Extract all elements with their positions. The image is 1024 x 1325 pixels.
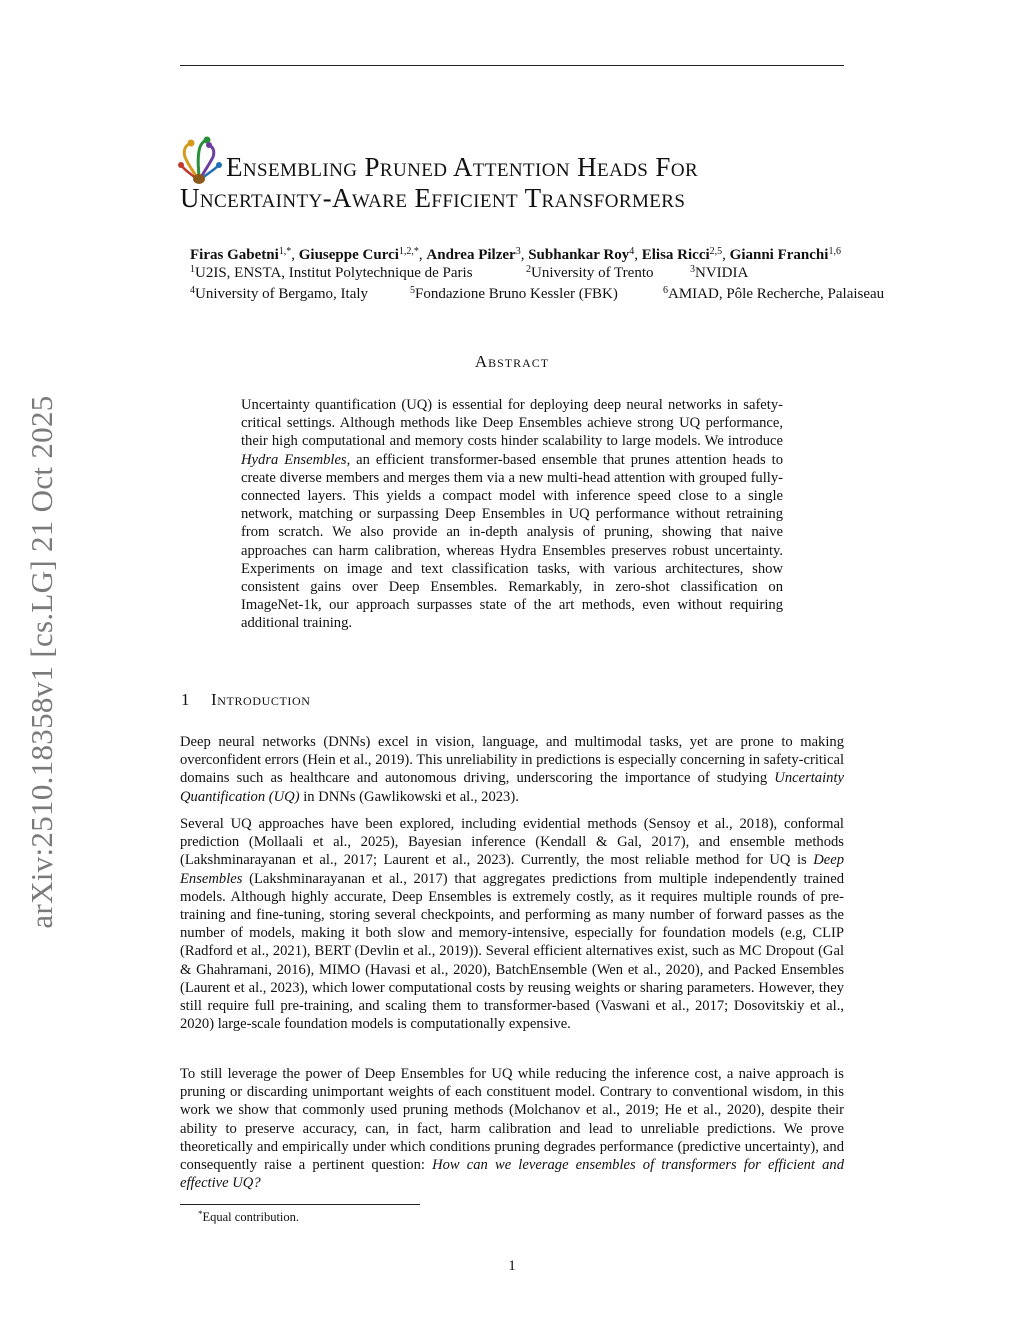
affiliation-4 bbox=[190, 286, 368, 303]
author-sup: 1,6 bbox=[828, 246, 841, 257]
affiliation-name: Fondazione Bruno Kessler (FBK) bbox=[415, 286, 618, 302]
affiliation-sup: 3 bbox=[690, 264, 695, 275]
affiliation-5 bbox=[410, 286, 618, 303]
author-sup: 2,5 bbox=[709, 246, 723, 257]
paragraph-2 bbox=[180, 815, 844, 1033]
paragraph-emphasis: How can we leverage ensembles of transformers for efficient and effective UQ? bbox=[180, 1157, 844, 1192]
abstract-part: , an efficient transformer-based ensemble that prunes attention heads to create diverse members and merges them via a new multi-head attention with grouped fully-connected layers. This yields a compact model with inference speed close to a single network, matching or surpassing Deep Ensembles in UQ performance without retraining from scratch. We also provide an in-depth analysis of pruning, showing that naive approaches can harm calibration, whereas Hydra Ensembles preserves robust uncertainty. Experiments on image and text classification tasks, with various architectures, show consistent gains over Deep Ensembles. Remarkably, in zero-shot classification on ImageNet-1k, our approach surpasses state of the art methods, even without requiring additional training. bbox=[241, 451, 783, 632]
footnote-rule bbox=[180, 1204, 420, 1205]
affiliation-sup: 6 bbox=[663, 285, 668, 296]
paragraph-emphasis: Deep Ensembles bbox=[180, 852, 844, 887]
paragraph-emphasis: Uncertainty Quantification (UQ) bbox=[180, 770, 844, 805]
paper-title bbox=[180, 152, 850, 214]
arxiv-id-text: arXiv:2510.18358v1 [cs.LG] 21 Oct 2025 bbox=[24, 395, 59, 929]
author-name: Subhankar Roy bbox=[528, 247, 630, 263]
author-name: Andrea Pilzer bbox=[426, 247, 516, 263]
section-title: Introduction bbox=[211, 690, 311, 709]
paragraph-part: (Lakshminarayanan et al., 2017) that aggregates predictions from multiple independently trained models. Although highly accurate, Deep Ensembles is extremely costly, as it requires multiple rounds of pre-training and fine-tuning, storing several checkpoints, and performing as many number of forward passes as the number of models, making it both slow and memory-intensive, especially for foundation models (e.g, CLIP (Radford et al., 2021), BERT (Devlin et al., 2019)). Several efficient alternatives exist, such as MC Dropout (Gal & Ghahramani, 2016), MIMO (Havasi et al., 2020), BatchEnsemble (Wen et al., 2020), and Packed Ensembles (Laurent et al., 2023), which lower computational costs by reusing weights or sharing parameters. However, they still require full pre-training, and scaling them to transformer-based (Vaswani et al., 2017; Dosovitskiy et al., 2020) large-scale foundation models is computationally expensive. bbox=[180, 870, 844, 1033]
section-number: 1 bbox=[181, 690, 191, 709]
title-line-2: Uncertainty-Aware Efficient Transformers bbox=[180, 183, 686, 213]
abstract-part: Uncertainty quantification (UQ) is essential for deploying deep neural networks in safety-critical settings. Although methods like Deep Ensembles achieve strong UQ performance, their high computational and memory costs hinder scalability to large models. We introduce bbox=[241, 397, 783, 450]
affiliation-sup: 1 bbox=[190, 264, 195, 275]
header-rule bbox=[180, 65, 844, 66]
affiliation-name: University of Trento bbox=[531, 265, 654, 281]
author-name: Firas Gabetni bbox=[190, 247, 279, 263]
affiliation-sup: 2 bbox=[526, 264, 531, 275]
paragraph-3 bbox=[180, 1065, 844, 1192]
abstract-emphasis: Hydra Ensembles bbox=[241, 451, 347, 468]
affiliation-name: NVIDIA bbox=[695, 265, 749, 281]
paragraph-part: Deep neural networks (DNNs) excel in vision, language, and multimodal tasks, yet are prone to making overconfident errors (Hein et al., 2019). This unreliability in predictions is especially concerning in safety-critical domains such as healthcare and autonomous driving, underscoring the importance of studying bbox=[180, 734, 844, 787]
title-line-1: Ensembling Pruned Attention Heads For bbox=[226, 152, 699, 182]
affiliation-6 bbox=[663, 286, 884, 303]
abstract-heading: Abstract bbox=[474, 352, 550, 371]
footnote-sup: * bbox=[198, 1209, 203, 1219]
author-list: Firas Gabetni$^{1,*}$, Giuseppe Curci$^{1,2,*}$, Andrea Pilzer$^3$, Subhankar Roy$^4$, Elisa Ricci$^{2,5}$, Gianni Franchi$^{1,6}$ bbox=[190, 246, 841, 263]
abstract-text bbox=[241, 396, 783, 633]
author-sup: 1,* bbox=[278, 246, 292, 257]
affiliation-name: AMIAD, Pôle Recherche, Palaiseau bbox=[668, 286, 885, 302]
affiliation-3 bbox=[690, 265, 748, 282]
author-sup: 4 bbox=[629, 246, 635, 257]
paragraph-1 bbox=[180, 733, 844, 806]
paragraph-part: To still leverage the power of Deep Ensembles for UQ while reducing the inference cost, a naive approach is pruning or discarding unimportant weights of each constituent model. Contrary to conventional wisdom, in this work we show that commonly used pruning methods (Molchanov et al., 2019; He et al., 2020), despite their ability to preserve accuracy, can, in fact, harm calibration and lead to unreliable predictions. We prove theoretically and empirically under which conditions pruning degrades performance (predictive uncertainty), and consequently raise a pertinent question: bbox=[180, 1066, 844, 1174]
author-sup: 3 bbox=[515, 246, 521, 257]
paragraph-part: in DNNs (Gawlikowski et al., 2023). bbox=[299, 788, 519, 805]
page-number: 1 bbox=[508, 1258, 516, 1274]
author-name: Elisa Ricci bbox=[641, 247, 710, 263]
affiliation-1 bbox=[190, 265, 473, 282]
author-sup: 1,2,* bbox=[398, 246, 419, 257]
paragraph-part: Several UQ approaches have been explored, including evidential methods (Sensoy et al., 2018), conformal prediction (Mollaali et al., 2025), Bayesian inference (Kendall & Gal, 2017), and ensemble methods (Lakshminarayanan et al., 2017; Laurent et al., 2023). Currently, the most reliable method for UQ is bbox=[180, 816, 844, 869]
affiliation-name: University of Bergamo, Italy bbox=[195, 286, 369, 302]
affiliation-sup: 4 bbox=[190, 285, 195, 296]
section-heading bbox=[181, 690, 311, 710]
affiliation-2 bbox=[526, 265, 654, 282]
footnote-text: Equal contribution. bbox=[202, 1210, 300, 1224]
author-name: Gianni Franchi bbox=[729, 247, 829, 263]
footnote bbox=[198, 1210, 299, 1225]
author-name: Giuseppe Curci bbox=[298, 247, 399, 263]
affiliation-sup: 5 bbox=[410, 285, 415, 296]
affiliation-name: U2IS, ENSTA, Institut Polytechnique de Paris bbox=[195, 265, 473, 281]
